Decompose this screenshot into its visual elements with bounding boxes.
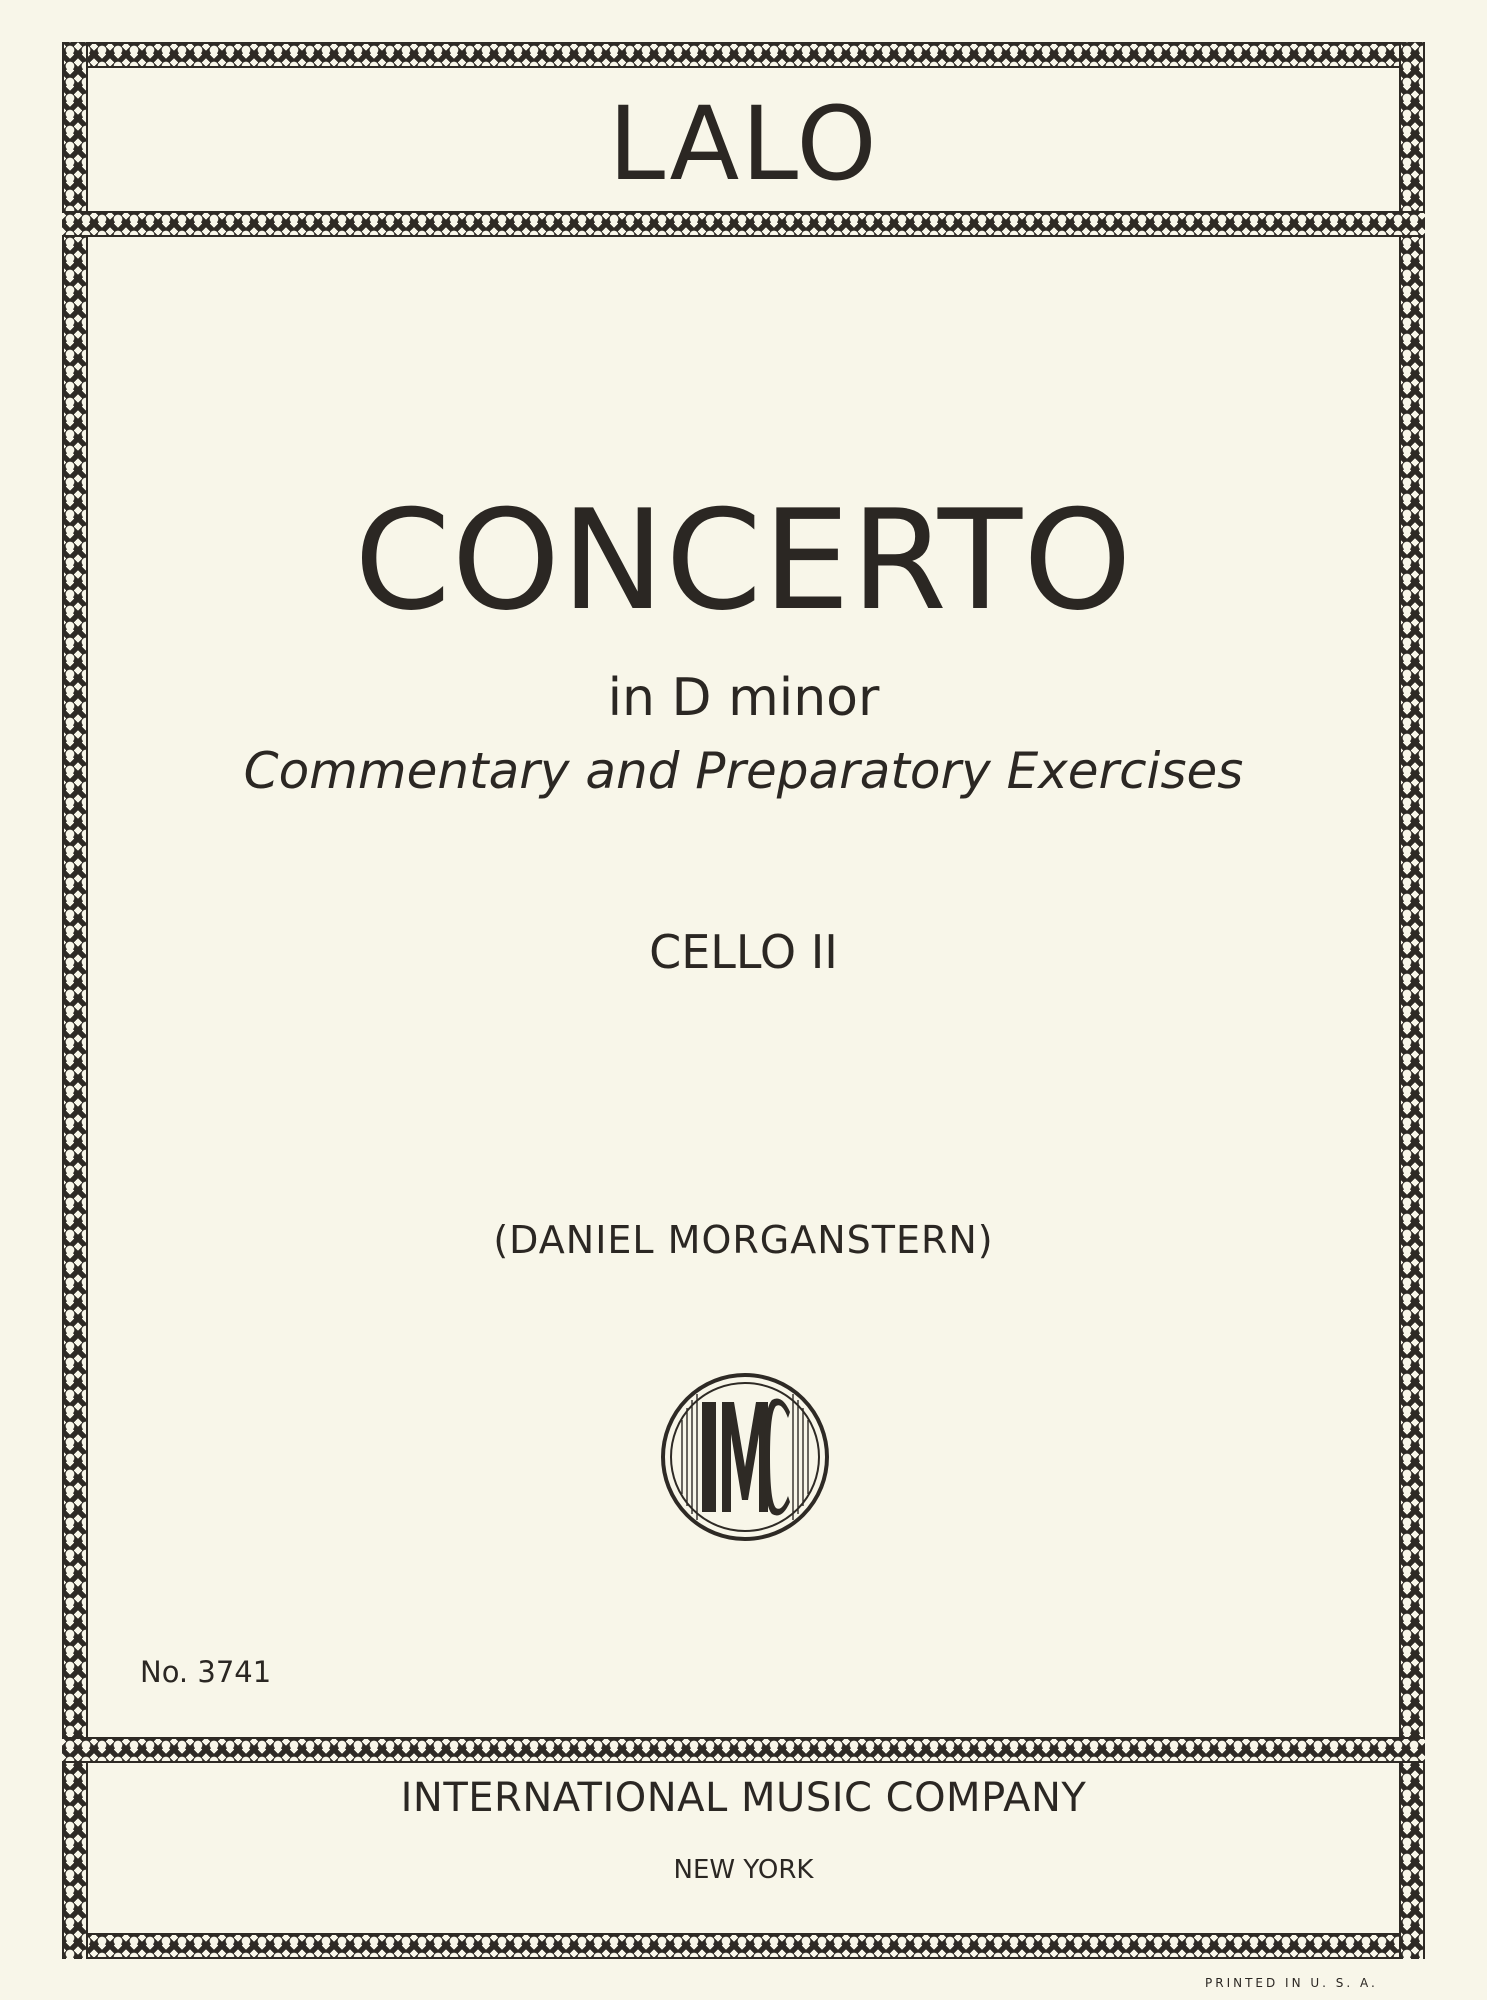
border-left <box>62 42 88 1959</box>
divider-under-composer <box>62 211 1425 237</box>
publisher-name: INTERNATIONAL MUSIC COMPANY <box>400 1775 1087 1821</box>
catalog-number: No. 3741 <box>140 1655 272 1689</box>
editor-credit: (DANIEL MORGANSTERN) <box>493 1218 994 1262</box>
composer-name: LALO <box>608 85 879 204</box>
border-right <box>1399 42 1425 1959</box>
instrument-part: CELLO II <box>649 925 838 979</box>
work-title: CONCERTO <box>354 480 1133 641</box>
work-subtitle: Commentary and Preparatory Exercises <box>243 742 1244 800</box>
divider-above-publisher <box>62 1737 1425 1763</box>
printed-in-note: PRINTED IN U. S. A. <box>1205 1976 1378 1990</box>
border-bottom <box>62 1933 1425 1959</box>
publisher-city: NEW YORK <box>673 1855 814 1885</box>
border-top <box>62 42 1425 68</box>
imc-logo <box>660 1372 830 1542</box>
work-key: in D minor <box>607 668 880 728</box>
